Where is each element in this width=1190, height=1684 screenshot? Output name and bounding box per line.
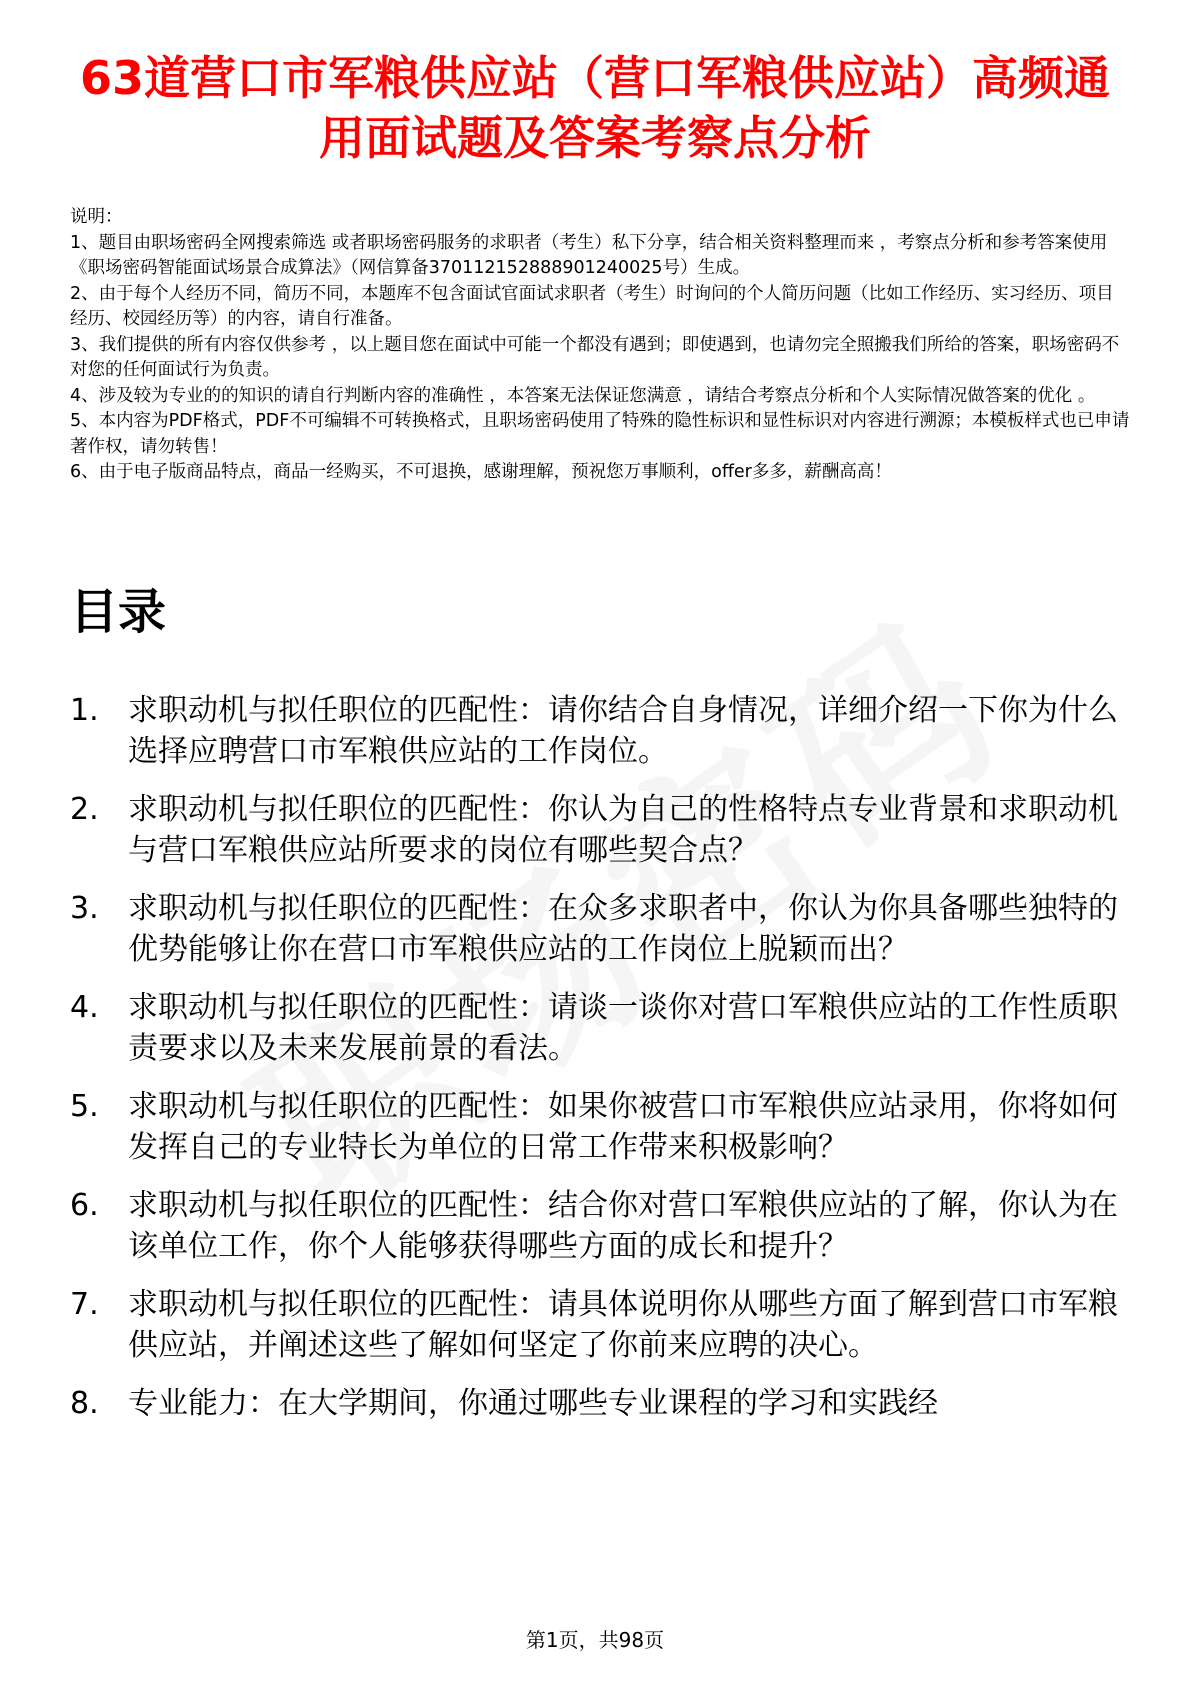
toc-item-text: 求职动机与拟任职位的匹配性：你认为自己的性格特点专业背景和求职动机与营口军粮供应站所要求的岗位有哪些契合点？ <box>128 792 1118 868</box>
note-item: 6、由于电子版商品特点，商品一经购买，不可退换，感谢理解，预祝您万事顺利，offer多多，薪酬高高！ <box>70 462 892 482</box>
toc-item[interactable] <box>70 789 1120 871</box>
toc-item[interactable] <box>70 1185 1120 1267</box>
toc-item-number: 4. <box>70 990 99 1025</box>
toc-item-text: 求职动机与拟任职位的匹配性：请具体说明你从哪些方面了解到营口市军粮供应站，并阐述这些了解如何坚定了你前来应聘的决心。 <box>128 1287 1118 1363</box>
toc-heading: 目录 <box>70 584 167 640</box>
page-footer: 第1页，共98页 <box>525 1628 665 1652</box>
toc-item[interactable] <box>70 690 1120 772</box>
toc-item[interactable] <box>70 888 1120 970</box>
note-item: 4、涉及较为专业的的知识的请自行判断内容的准确性 ，本答案无法保证您满意 ，请结合考察点分析和个人实际情况做答案的优化 。 <box>70 385 1096 406</box>
notes-section <box>70 205 1130 486</box>
note-item: 3、我们提供的所有内容仅供参考 ，以上题目您在面试中可能一个都没有遇到；即使遇到，也请勿完全照搬我们所给的答案，职场密码不对您的任何面试行为负责。 <box>70 334 1120 380</box>
toc-item-text: 求职动机与拟任职位的匹配性：请谈一谈你对营口军粮供应站的工作性质职责要求以及未来发展前景的看法。 <box>128 990 1118 1066</box>
toc-item-text: 求职动机与拟任职位的匹配性：如果你被营口市军粮供应站录用，你将如何发挥自己的专业特长为单位的日常工作带来积极影响？ <box>128 1089 1118 1165</box>
table-of-contents <box>70 690 1120 1441</box>
notes-heading: 说明： <box>70 207 123 227</box>
note-item: 2、由于每个人经历不同，简历不同，本题库不包含面试官面试求职者（考生）时询问的个人简历问题（比如工作经历、实习经历、项目经历、校园经历等）的内容，请自行准备。 <box>70 283 1114 329</box>
toc-item-text: 专业能力：在大学期间，你通过哪些专业课程的学习和实践经 <box>128 1386 938 1421</box>
note-item: 5、本内容为PDF格式，PDF不可编辑不可转换格式，且职场密码使用了特殊的隐性标识和显性标识对内容进行溯源；本模板样式也已申请著作权，请勿转售！ <box>70 411 1130 457</box>
toc-item-number: 1. <box>70 693 99 728</box>
toc-item[interactable] <box>70 1284 1120 1366</box>
toc-item[interactable] <box>70 1086 1120 1168</box>
toc-item-number: 6. <box>70 1188 99 1223</box>
toc-item-text: 求职动机与拟任职位的匹配性：请你结合自身情况，详细介绍一下你为什么选择应聘营口市军粮供应站的工作岗位。 <box>128 693 1118 769</box>
toc-item-number: 7. <box>70 1287 99 1322</box>
toc-item-text: 求职动机与拟任职位的匹配性：结合你对营口军粮供应站的了解，你认为在该单位工作，你个人能够获得哪些方面的成长和提升？ <box>128 1188 1118 1264</box>
note-item: 1、题目由职场密码全网搜索筛选 或者职场密码服务的求职者（考生）私下分享，结合相关资料整理而来 ，考察点分析和参考答案使用《职场密码智能面试场景合成算法》（网信算备370112152888901240025号）生成。 <box>70 232 1108 278</box>
toc-item-text: 求职动机与拟任职位的匹配性：在众多求职者中，你认为你具备哪些独特的优势能够让你在营口市军粮供应站的工作岗位上脱颖而出？ <box>128 891 1118 967</box>
toc-item-number: 5. <box>70 1089 99 1124</box>
document-title: 63道营口市军粮供应站（营口军粮供应站）高频通用面试题及答案考察点分析 <box>79 51 1110 165</box>
toc-item[interactable] <box>70 987 1120 1069</box>
toc-item[interactable] <box>70 1383 1120 1424</box>
toc-item-number: 8. <box>70 1386 99 1421</box>
toc-item-number: 3. <box>70 891 99 926</box>
toc-item-number: 2. <box>70 792 99 827</box>
